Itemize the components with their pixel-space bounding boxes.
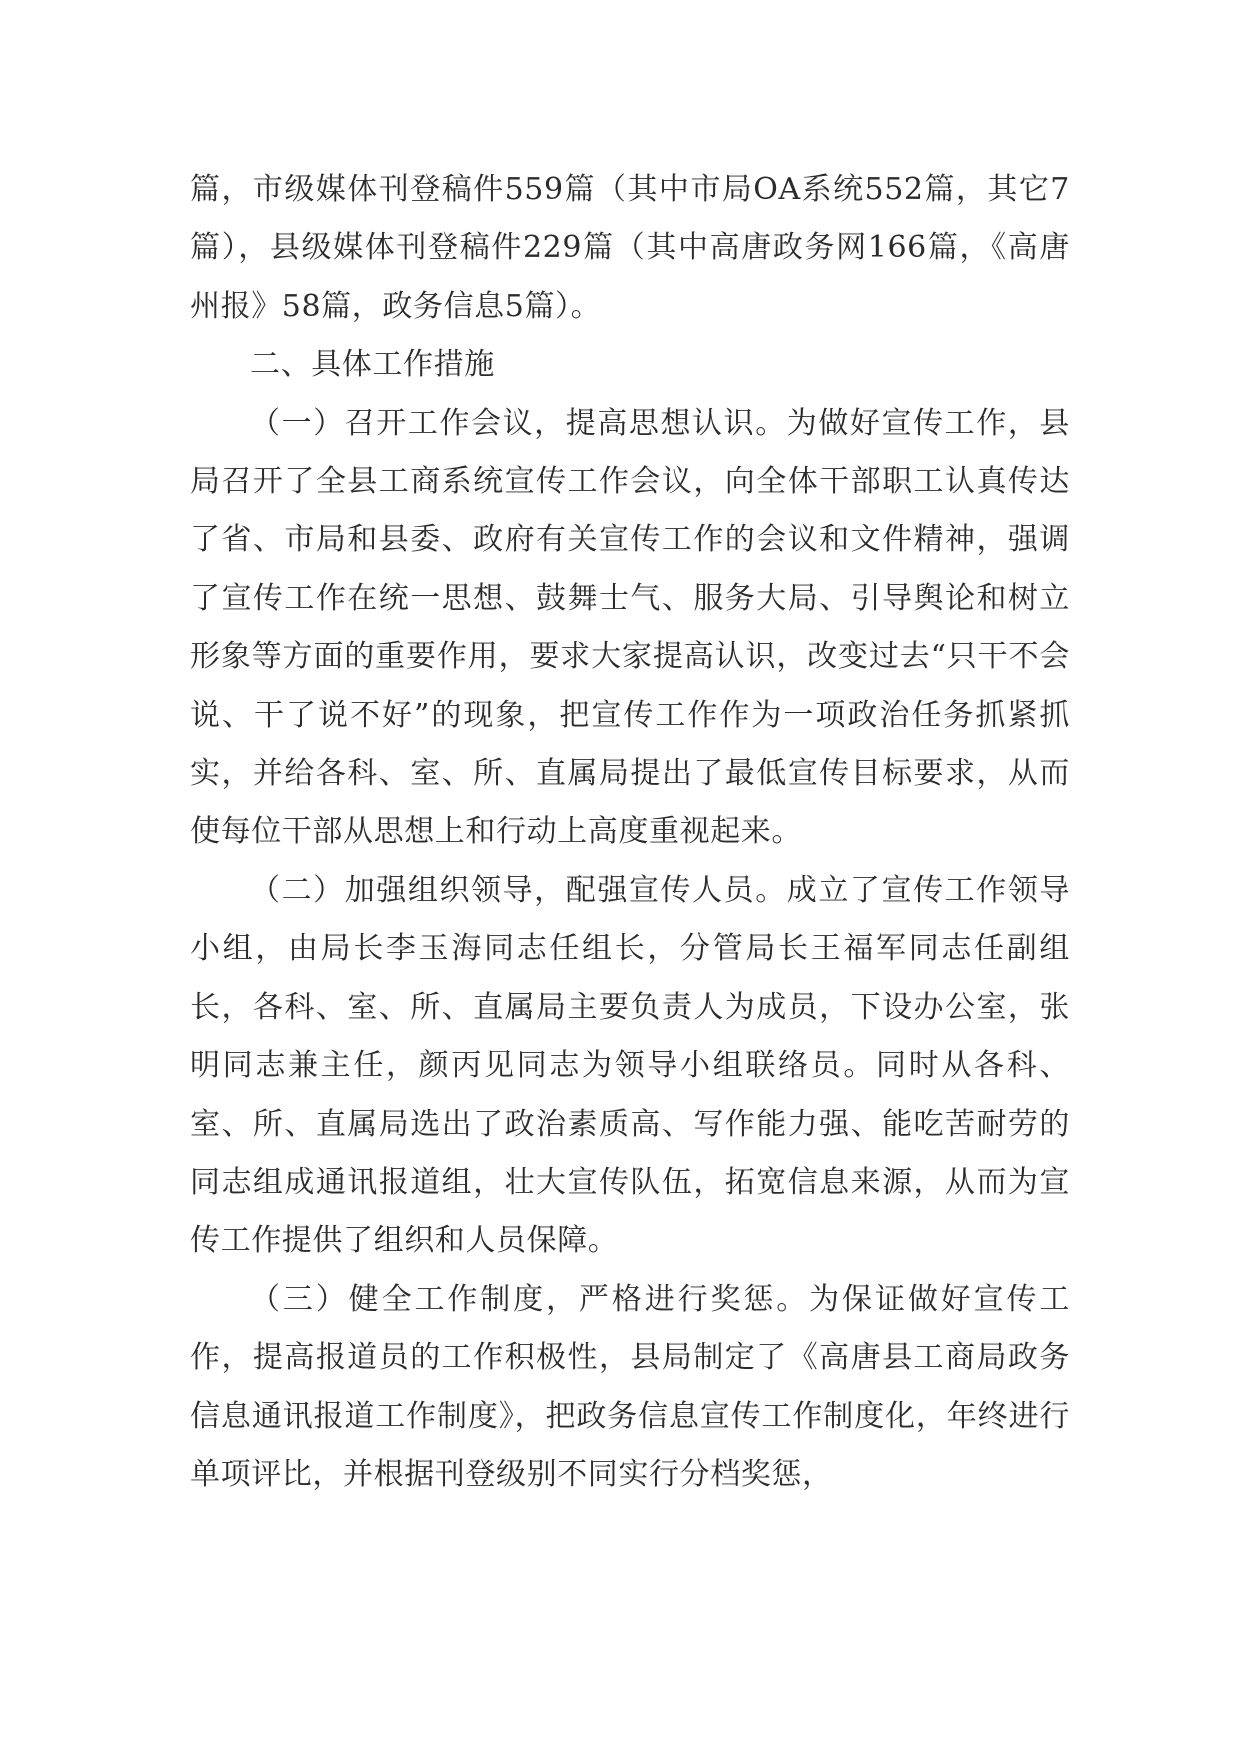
- section-heading: 二、具体工作措施: [250, 347, 495, 383]
- paragraph-measure-2: （二）加强组织领导，配强宣传人员。成立了宣传工作领导小组，由局长李玉海同志任组长，分管局长王福军同志任副组长，各科、室、所、直属局主要负责人为成员，下设办公室，张明同志兼主任，颜丙见同志为领导小组联络员。同时从各科、室、所、直属局选出了政治素质高、写作能力强、能吃苦耐劳的同志组成通讯报道组，壮大宣传队伍，拓宽信息来源，从而为宣传工作提供了组织和人员保障。: [190, 872, 1070, 1259]
- document-body: [190, 161, 1070, 1504]
- paragraph-continuation: 篇，市级媒体刊登稿件559篇（其中市局OA系统552篇，其它7篇），县级媒体刊登稿件229篇（其中高唐政务网166篇，《高唐州报》58篇，政务信息5篇）。: [190, 172, 1070, 324]
- paragraph-measure-1: （一）召开工作会议，提高思想认识。为做好宣传工作，县局召开了全县工商系统宣传工作会议，向全体干部职工认真传达了省、市局和县委、政府有关宣传工作的会议和文件精神，强调了宣传工作在统一思想、鼓舞士气、服务大局、引导舆论和树立形象等方面的重要作用，要求大家提高认识，改变过去“只干不会说、干了说不好”的现象，把宣传工作作为一项政治任务抓紧抓实，并给各科、室、所、直属局提出了最低宣传目标要求，从而使每位干部从思想上和行动上高度重视起来。: [190, 405, 1070, 850]
- paragraph-measure-3: （三）健全工作制度，严格进行奖惩。为保证做好宣传工作，提高报道员的工作积极性，县局制定了《高唐县工商局政务信息通讯报道工作制度》，把政务信息宣传工作制度化，年终进行单项评比，并根据刊登级别不同实行分档奖惩，: [190, 1281, 1070, 1492]
